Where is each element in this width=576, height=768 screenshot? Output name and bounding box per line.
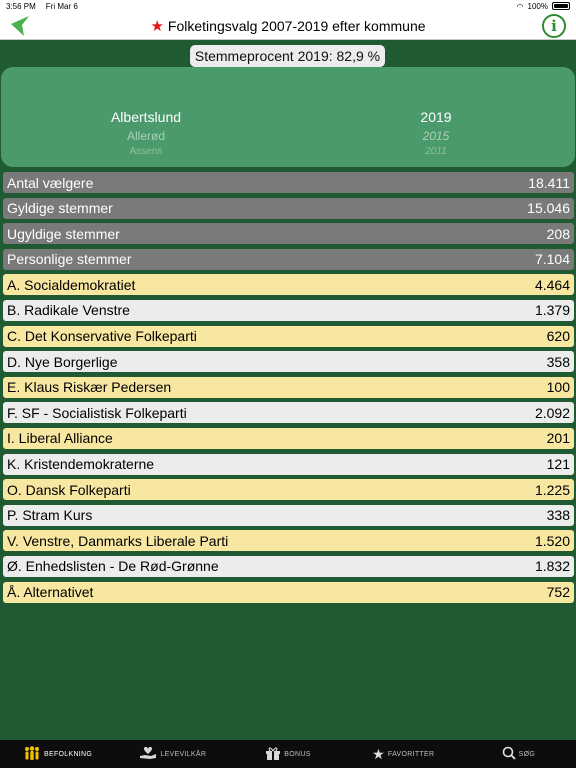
party-row <box>3 428 574 449</box>
status-time: 3:56 PM <box>6 1 36 11</box>
tab-levevilkar[interactable] <box>115 746 230 762</box>
picker-year-option[interactable]: 2011 <box>425 146 447 157</box>
party-label: Å. Alternativet <box>7 584 94 600</box>
party-votes: 358 <box>546 353 570 370</box>
picker-year-option[interactable]: 2015 <box>422 129 450 143</box>
tab-label: FAVORITTER <box>387 750 435 758</box>
party-row <box>3 454 574 475</box>
party-label: Ø. Enhedslisten - De Rød-Grønne <box>7 558 219 575</box>
battery-percent: 100% <box>527 1 548 11</box>
party-label: B. Radikale Venstre <box>7 302 130 319</box>
party-votes: 201 <box>546 430 570 447</box>
page-title-text: Folketingsvalg 2007-2019 efter kommune <box>167 18 426 34</box>
picker-year-selected[interactable]: 2019 <box>420 109 452 125</box>
status-date: Fri Mar 6 <box>45 1 78 11</box>
tab-sog[interactable] <box>461 746 576 762</box>
picker-row-selected[interactable] <box>1 109 575 127</box>
party-row <box>3 530 574 551</box>
picker-municipality-selected[interactable]: Albertslund <box>110 109 182 125</box>
stat-label: Gyldige stemmer <box>7 200 113 217</box>
info-icon[interactable]: i <box>542 14 566 38</box>
tab-befolkning[interactable] <box>0 746 115 762</box>
stat-row <box>3 223 574 244</box>
tab-label: BONUS <box>284 750 311 758</box>
party-votes: 338 <box>546 507 570 524</box>
stat-label: Personlige stemmer <box>7 251 132 268</box>
party-row <box>3 402 574 423</box>
stat-value: 15.046 <box>527 200 570 217</box>
stat-row <box>3 249 574 270</box>
party-label: V. Venstre, Danmarks Liberale Parti <box>7 532 229 549</box>
gift-icon <box>265 746 281 762</box>
party-label: I. Liberal Alliance <box>7 430 113 447</box>
page-title <box>0 12 576 40</box>
picker-row-next[interactable] <box>1 129 575 143</box>
party-row <box>3 479 574 500</box>
results-list <box>3 172 574 607</box>
tab-label: LEVEVILKÅR <box>160 750 207 758</box>
party-label: O. Dansk Folkeparti <box>7 481 131 498</box>
stat-label: Ugyldige stemmer <box>7 225 120 242</box>
tab-label: BEFOLKNING <box>44 750 93 758</box>
favorite-star-icon[interactable]: ★ <box>150 17 164 35</box>
municipality-year-picker[interactable] <box>1 67 575 167</box>
party-row <box>3 351 574 372</box>
tab-bar <box>0 740 576 768</box>
party-row <box>3 326 574 347</box>
wifi-icon: ◠ <box>516 1 524 11</box>
party-votes: 1.225 <box>534 481 570 498</box>
stat-row <box>3 172 574 193</box>
tab-label: SØG <box>518 750 536 758</box>
party-label: E. Klaus Riskær Pedersen <box>7 379 172 396</box>
battery-icon <box>552 2 570 10</box>
party-votes: 100 <box>546 379 570 396</box>
tab-favoritter[interactable] <box>346 747 461 761</box>
party-votes: 2.092 <box>534 404 570 421</box>
stat-row <box>3 198 574 219</box>
stat-label: Antal vælgere <box>7 174 94 191</box>
search-icon <box>502 746 516 762</box>
picker-row-next[interactable] <box>1 146 575 158</box>
party-label: A. Socialdemokratiet <box>7 276 136 293</box>
party-votes: 4.464 <box>534 276 570 293</box>
people-icon <box>23 746 41 762</box>
stat-value: 208 <box>546 225 570 242</box>
party-votes: 620 <box>546 328 570 345</box>
picker-municipality-option[interactable]: Assens <box>129 146 163 157</box>
stat-value: 7.104 <box>534 251 570 268</box>
stat-value: 18.411 <box>528 174 570 191</box>
party-votes: 1.379 <box>534 302 570 319</box>
star-icon: ★ <box>372 746 385 762</box>
picker-municipality-option[interactable]: Allerød <box>126 129 165 143</box>
tab-bonus[interactable] <box>230 746 345 762</box>
turnout-badge: Stemmeprocent 2019: 82,9 % <box>190 45 385 67</box>
heart-hand-icon <box>139 746 157 762</box>
party-row <box>3 505 574 526</box>
party-label: K. Kristendemokraterne <box>7 456 155 473</box>
party-label: P. Stram Kurs <box>7 507 93 524</box>
party-votes: 121 <box>546 456 570 473</box>
party-votes: 1.520 <box>534 532 570 549</box>
party-row <box>3 377 574 398</box>
party-votes: 1.832 <box>534 558 570 575</box>
party-row <box>3 300 574 321</box>
party-row <box>3 274 574 295</box>
party-votes: 752 <box>546 584 570 600</box>
party-row <box>3 582 574 603</box>
party-label: C. Det Konservative Folkeparti <box>7 328 197 345</box>
party-row <box>3 556 574 577</box>
party-label: D. Nye Borgerlige <box>7 353 118 370</box>
party-label: F. SF - Socialistisk Folkeparti <box>7 404 187 421</box>
status-bar <box>0 0 576 12</box>
navigation-bar <box>0 12 576 40</box>
